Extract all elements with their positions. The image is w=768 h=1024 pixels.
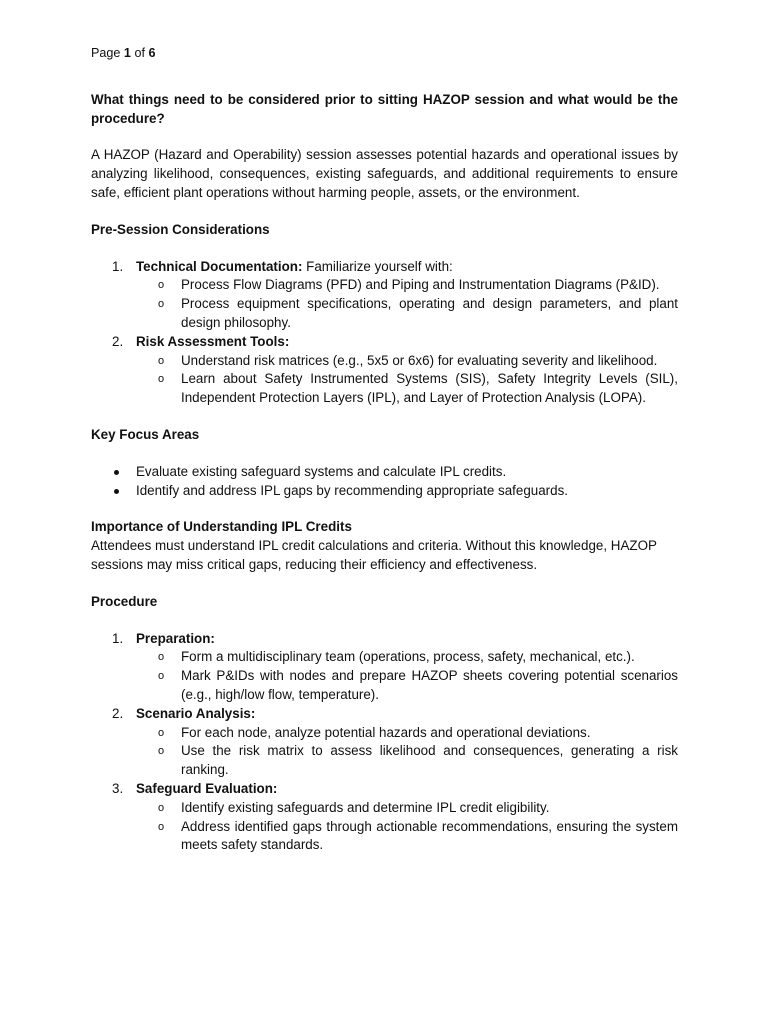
- sub-list: [136, 799, 678, 855]
- circle-bullet-icon: o: [158, 745, 165, 758]
- sub-list-item: o Form a multidisciplinary team (operations, process, safety, mechanical, etc.).: [136, 648, 678, 667]
- list-item: 2. Risk Assessment Tools: o Understand risk matrices (e.g., 5x5 or 6x6) for evaluating severity and likelihood. o Learn about Safety Instrumented Systems (SIS), Safety Integrity Levels (SIL), Independent Protection Layers (IPL), and Layer of Protection Analysis (LOPA).: [91, 333, 678, 408]
- circle-bullet-icon: o: [158, 726, 165, 739]
- item-title: Scenario Analysis:: [136, 705, 256, 721]
- list-item: 1. Technical Documentation: Familiarize yourself with: o Process Flow Diagrams (PFD) and Piping and Instrumentation Diagrams (P&ID). o Process equipment specifications, operating and design parameters, and plant design philosophy.: [91, 258, 678, 333]
- sub-list-item: o Understand risk matrices (e.g., 5x5 or 6x6) for evaluating severity and likelihood.: [136, 352, 678, 371]
- sub-list-item: o Mark P&IDs with nodes and prepare HAZOP sheets covering potential scenarios (e.g., high/low flow, temperature).: [158, 668, 678, 702]
- current-page: 1: [123, 46, 131, 60]
- item-title: Safeguard Evaluation:: [136, 780, 278, 796]
- page-number: Page 1 of 6: [91, 46, 156, 60]
- document-page: [91, 44, 678, 873]
- sub-list-item: o Identify existing safeguards and determine IPL credit eligibility.: [136, 799, 678, 818]
- list-item: 1. Preparation: o Form a multidisciplinary team (operations, process, safety, mechanical, etc.). o Mark P&IDs with nodes and prepare HAZOP sheets covering potential scenarios (e.g., high/low flow, temperature).: [91, 630, 678, 705]
- circle-bullet-icon: o: [158, 298, 165, 311]
- sub-list-item: o Learn about Safety Instrumented Systems (SIS), Safety Integrity Levels (SIL), Independent Protection Layers (IPL), and Layer of Protection Analysis (LOPA).: [158, 371, 678, 406]
- sub-list: [136, 724, 678, 780]
- circle-bullet-icon: o: [158, 801, 165, 814]
- sub-list-item: o Process equipment specifications, operating and design parameters, and plant design philosophy.: [158, 296, 678, 330]
- procedure-list: [91, 630, 678, 856]
- circle-bullet-icon: o: [158, 820, 165, 833]
- item-title: Preparation:: [136, 630, 215, 646]
- sub-list-item: o For each node, analyze potential hazards and operational deviations.: [136, 724, 678, 743]
- circle-bullet-icon: o: [158, 373, 165, 386]
- key-focus-list: [91, 463, 678, 501]
- sub-list-item: o Address identified gaps through actionable recommendations, ensuring the system meets safety standards.: [158, 818, 678, 853]
- pre-session-heading: Pre-Session Considerations: [91, 221, 270, 237]
- sub-list: [136, 648, 678, 704]
- bullet-icon: [114, 470, 119, 475]
- bullet-item: Evaluate existing safeguard systems and calculate IPL credits.: [91, 463, 678, 482]
- key-focus-heading: Key Focus Areas: [91, 426, 200, 442]
- bullet-icon: [114, 489, 119, 494]
- ipl-heading: Importance of Understanding IPL Credits: [91, 519, 352, 535]
- list-item: 2. Scenario Analysis: o For each node, analyze potential hazards and operational deviations. o Use the risk matrix to assess likelihood and consequences, generating a risk ranking.: [91, 705, 678, 780]
- item-title: Risk Assessment Tools:: [136, 333, 290, 349]
- total-pages: 6: [148, 46, 156, 60]
- item-title: Technical Documentation:: [136, 258, 303, 274]
- sub-list: [136, 352, 678, 408]
- intro-paragraph: A HAZOP (Hazard and Operability) session assesses potential hazards and operational issues by analyzing likelihood, consequences, existing safeguards, and additional requirements to ensure safe, efficient plant operations without harming people, assets, or the environment.: [91, 147, 678, 200]
- circle-bullet-icon: o: [158, 670, 165, 683]
- circle-bullet-icon: o: [158, 354, 165, 367]
- sub-list-item: o Use the risk matrix to assess likelihood and consequences, generating a risk ranking.: [158, 743, 678, 778]
- sub-list-item: o Process Flow Diagrams (PFD) and Piping and Instrumentation Diagrams (P&ID).: [136, 276, 678, 295]
- circle-bullet-icon: o: [158, 279, 165, 292]
- pre-session-list: [91, 258, 678, 408]
- procedure-heading: Procedure: [91, 593, 158, 609]
- question-heading: What things need to be considered prior to sitting HAZOP session and what would be the procedure?: [91, 91, 678, 126]
- circle-bullet-icon: o: [158, 651, 165, 664]
- list-item: 3. Safeguard Evaluation: o Identify existing safeguards and determine IPL credit eligibility. o Address identified gaps through actionable recommendations, ensuring the system meets safety standards.: [91, 780, 678, 855]
- sub-list: [136, 276, 678, 332]
- ipl-paragraph: Attendees must understand IPL credit calculations and criteria. Without this knowledge, HAZOP sessions may miss critical gaps, reducing their efficiency and effectiveness.: [91, 538, 657, 572]
- bullet-item: Identify and address IPL gaps by recommending appropriate safeguards.: [91, 482, 678, 501]
